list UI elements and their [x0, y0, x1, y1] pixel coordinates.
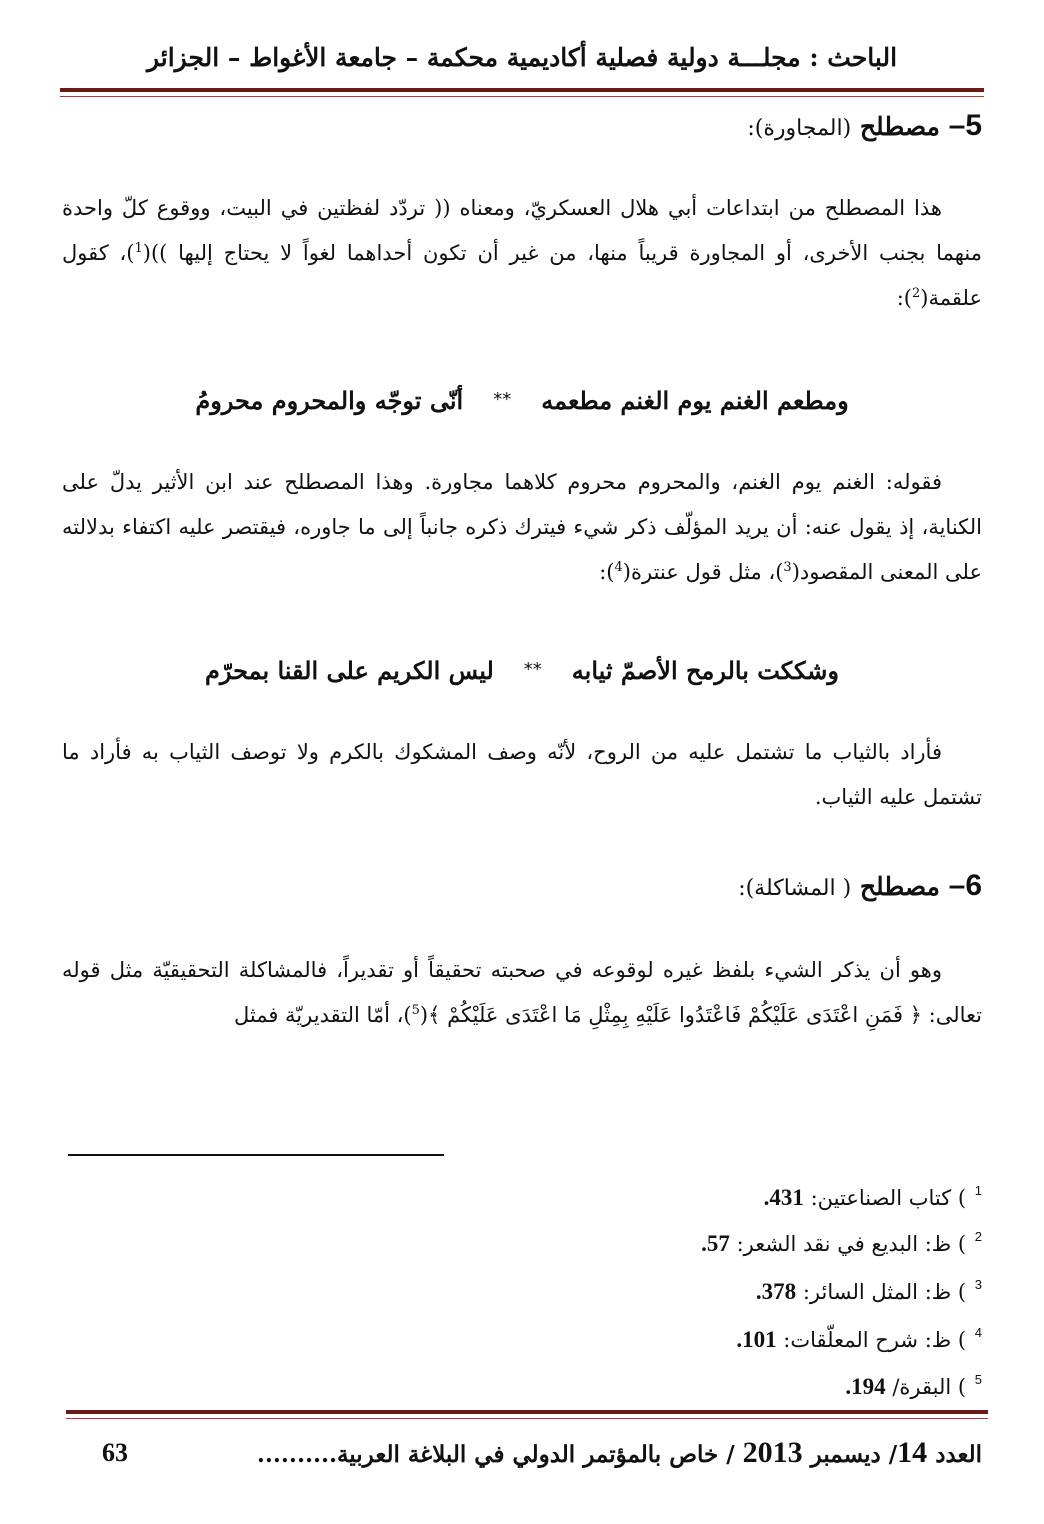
poem-verse: [100, 380, 944, 421]
footnote-text: البقرة/: [892, 1375, 952, 1399]
paragraph-text: )، كقول علقمة(: [62, 241, 982, 310]
footnote-text: ظ: البديع في نقد الشعر:: [736, 1232, 952, 1256]
section-subtitle: (المجاورة):: [747, 116, 852, 141]
verse-separator: **: [493, 389, 512, 410]
footnote: $^2$ ) ظ: البديع في نقد الشعر: 57.: [701, 1229, 982, 1256]
verse-hemistich: ومطعم الغنم يوم الغنم مطعمه: [541, 386, 849, 415]
section-number: 5–: [948, 109, 982, 142]
verse-hemistich: وشككت بالرمح الأصمّ ثيابه: [571, 656, 840, 685]
section-6-heading: [738, 866, 982, 909]
footer-issue-label: العدد: [935, 1441, 982, 1468]
paragraph: [62, 948, 982, 1038]
footer-rule: [66, 1410, 988, 1414]
paragraph-text: ):: [599, 560, 615, 584]
paragraph-text: ):: [896, 286, 913, 310]
page-number: 63: [102, 1438, 128, 1467]
journal-footer: [62, 1428, 982, 1478]
paragraph-text: هذا المصطلح من ابتداعات أبي هلال العسكريّ، ومعناه (( تردّد لفظتين في البيت، ووقوع كلّ واحدة منهما بجنب الأخرى، أو المجاورة قريباً منها، من غير أن تكون أحداهما لغواً لا يحتاج إليها ))(: [62, 196, 982, 265]
section-number: 6–: [948, 869, 982, 902]
footnote: $^3$ ) ظ: المثل السائر: 378.: [755, 1277, 982, 1304]
section-title: مصطلح: [859, 872, 940, 901]
footnote: $^5$ ) البقرة/ 194.: [845, 1372, 982, 1399]
footnote-ref: 2: [912, 286, 921, 301]
paragraph: [62, 186, 982, 321]
footnote-page: 101.: [736, 1327, 777, 1352]
verse-hemistich: ليس الكريم على القنا بمحرّم: [204, 656, 494, 685]
footer-issue-number: 14: [897, 1436, 928, 1469]
footnote-text: ظ: المثل السائر:: [802, 1280, 952, 1304]
section-title: مصطلح: [859, 112, 940, 141]
footnote-page: 431.: [763, 1185, 804, 1210]
paragraph: [62, 460, 982, 595]
journal-header: الباحث : مجلـــة دولية فصلية أكاديمية محكمة – جامعة الأغواط – الجزائر: [146, 43, 898, 72]
footnote-separator: [68, 1154, 444, 1156]
footnote-number: 3: [974, 1277, 982, 1292]
paragraph-text: وهو أن يذكر الشيء بلفظ غيره لوقوعه في صحبته تحقيقاً أو تقديراً، فالمشاكلة التحقيقيّة مثل قوله تعالى: ﴿ فَمَنِ اعْتَدَى عَلَيْكُمْ فَاعْتَدُوا عَلَيْهِ بِمِثْلِ مَا اعْتَدَى عَلَيْكُمْ ﴾(: [62, 958, 982, 1027]
footnote-text: ظ: شرح المعلّقات:: [783, 1328, 952, 1352]
section-subtitle: ( المشاكلة):: [738, 876, 852, 901]
paragraph-text: )، مثل قول عنترة(: [622, 560, 784, 584]
footnote-number: 2: [974, 1229, 982, 1244]
header-rule: [60, 88, 984, 92]
footnote-text: كتاب الصناعتين:: [810, 1186, 952, 1210]
footnote-page: 194.: [845, 1374, 886, 1399]
verse-separator: **: [523, 659, 542, 680]
footer-rule-thin: [66, 1418, 988, 1419]
footer-year: 2013: [742, 1436, 803, 1469]
paragraph-text: فقوله: الغنم يوم الغنم، والمحروم محروم كلاهما مجاورة. وهذا المصطلح عند ابن الأثير يدلّ على الكناية، إذ يقول عنه: أن يريد المؤلّف ذكر شيء فيترك ذكره جانباً إلى ما جاوره، فيقتصر عليه اكتفاء بدلالته على المعنى المقصود(: [62, 470, 982, 584]
footnote-ref: 4: [614, 560, 623, 575]
footnote-page: 378.: [755, 1279, 797, 1304]
verse-hemistich: أنّى توجّه والمحروم محرومُ: [195, 386, 464, 415]
footer-description: / خاص بالمؤتمر الدولي في البلاغة العربية..........: [256, 1441, 735, 1468]
footnote-number: 5: [974, 1372, 982, 1387]
footnote-number: 1: [974, 1183, 982, 1198]
footnote-ref: 3: [783, 560, 792, 575]
footnote: $^1$ ) كتاب الصناعتين: 431.: [763, 1183, 982, 1210]
header-rule-thin: [60, 96, 984, 97]
paragraph: [62, 730, 982, 820]
footnote-ref: 1: [134, 241, 143, 256]
footer-month: / ديسمبر: [810, 1441, 898, 1468]
footnote-ref: 5: [411, 1003, 420, 1018]
paragraph-text: )، أمّا التقديريّة فمثل: [233, 1003, 412, 1027]
section-5-heading: [747, 106, 982, 149]
paragraph-text: فأراد بالثياب ما تشتمل عليه من الروح، لأنّه وصف المشكوك بالكرم ولا توصف الثياب به فأراد ما تشتمل عليه الثياب.: [62, 740, 982, 809]
poem-verse: [100, 650, 944, 691]
footnote-page: 57.: [701, 1231, 730, 1256]
footnote-number: 4: [974, 1325, 982, 1340]
footnote: $^4$ ) ظ: شرح المعلّقات: 101.: [736, 1325, 982, 1352]
